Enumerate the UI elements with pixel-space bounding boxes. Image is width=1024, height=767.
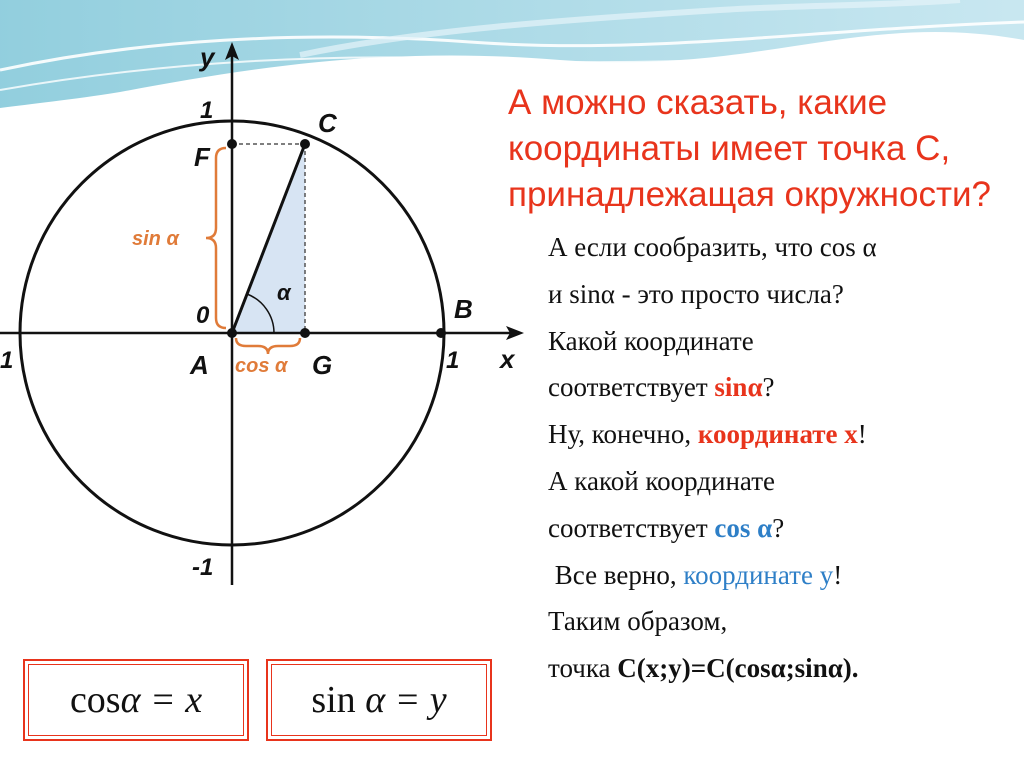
text-line-4-post: ? (762, 372, 775, 403)
highlight-cos: cos α (714, 512, 773, 543)
highlight-sin: sinα (714, 372, 763, 403)
point-a-label: A (190, 350, 209, 380)
point-g-dot (300, 328, 310, 338)
point-c-dot (300, 139, 310, 149)
sin-formula (271, 664, 487, 736)
text-line-5 (548, 411, 1018, 458)
highlight-coord-y: координате у (683, 559, 834, 590)
sin-brace (206, 148, 226, 328)
sin-fn: sin (311, 679, 356, 721)
text-line-2: и sinα - это просто числа? (548, 278, 844, 309)
text-line-4-pre: соответствует (548, 372, 715, 403)
sin-formula-box (266, 659, 492, 741)
axis-x-label: x (500, 344, 515, 374)
conclusion-formula: С(х;у)=С(cosα;sinα). (617, 653, 859, 684)
angle-label: α (277, 280, 291, 305)
sin-rhs: = y (394, 679, 447, 721)
text-line-7-post: ? (772, 512, 785, 543)
point-f-label: F (194, 142, 210, 172)
text-line-9: Таким образом, (548, 606, 728, 637)
cos-rhs: = x (150, 679, 203, 721)
origin-label: 0 (196, 302, 210, 329)
point-a-dot (227, 328, 237, 338)
question-heading: А можно сказать, какие координаты имеет точка С, принадлежащая окружности? (508, 83, 991, 214)
text-line-7-pre: соответствует (548, 512, 715, 543)
text-line-10 (548, 645, 1018, 692)
cos-alpha-label: cos α (235, 355, 288, 377)
text-line-8-post: ! (833, 559, 843, 590)
text-line-7 (548, 505, 1018, 552)
highlight-coord-x: координате х (697, 419, 858, 450)
text-line-8-pre: Все верно, (548, 559, 684, 590)
point-b-dot (436, 328, 446, 338)
cos-brace (236, 338, 300, 354)
explanation-text (548, 224, 1018, 692)
text-line-4 (548, 364, 1018, 411)
tick-y-bottom: -1 (192, 554, 214, 581)
tick-x-left: 1 (0, 347, 14, 374)
point-b-label: B (454, 294, 473, 324)
point-g-label: G (312, 350, 333, 380)
cos-fn: cos (69, 679, 121, 721)
text-line-1: А если сообразить, что cos α (548, 232, 877, 262)
sin-var: α (365, 679, 386, 721)
sin-alpha-label: sin α (132, 228, 179, 250)
text-line-5-pre: Ну, конечно, (548, 419, 698, 450)
unit-circle-diagram (0, 40, 540, 640)
text-line-5-post: ! (857, 419, 867, 450)
point-f-dot (227, 139, 237, 149)
text-line-6: А какой координате (548, 465, 775, 496)
text-line-10-pre: точка (548, 653, 618, 684)
axis-y-label: y (200, 42, 215, 72)
tick-y-top: 1 (200, 97, 214, 124)
text-line-8 (548, 552, 1018, 599)
cos-var: α (120, 679, 141, 721)
cos-formula-box (23, 659, 249, 741)
point-c-label: C (318, 108, 337, 138)
tick-x-right: 1 (446, 347, 460, 374)
cos-formula (28, 664, 244, 736)
text-line-3: Какой координате (548, 325, 754, 356)
